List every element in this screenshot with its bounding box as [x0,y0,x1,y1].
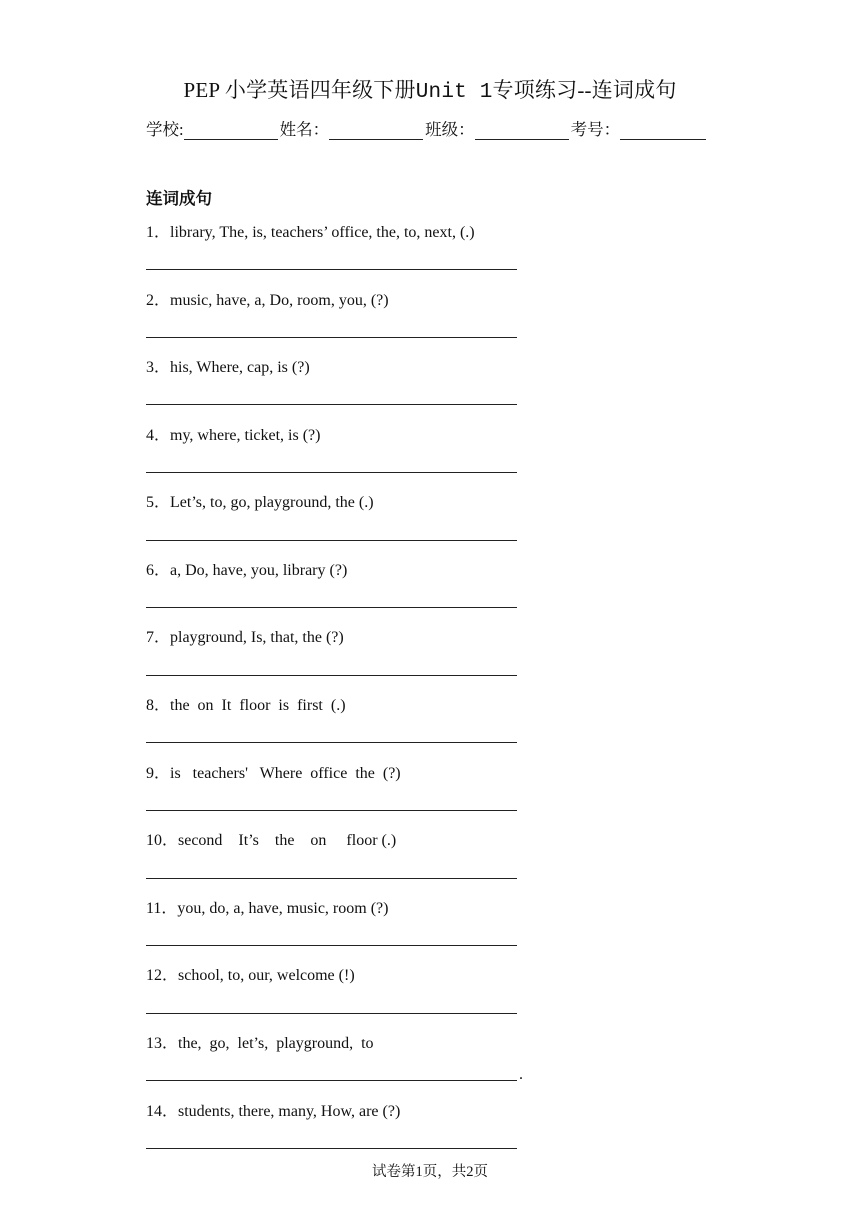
name-label: 姓名： [279,120,330,139]
question-3: 3．his, Where, cap, is (?) [146,359,310,376]
answer-line-4[interactable] [146,472,517,473]
answer-line-1[interactable] [146,269,517,270]
class-label: 班级： [425,120,475,139]
question-11: 11．you, do, a, have, music, room (?) [146,900,389,917]
title-suffix: 专项练习--连词成句 [492,78,677,102]
answer-line-7[interactable] [146,675,517,676]
school-label: 学校: [146,120,184,139]
answer-line-2[interactable] [146,337,517,338]
student-info-row [146,116,708,140]
answer-line-14[interactable] [146,1148,517,1149]
answer-line-13[interactable] [146,1080,517,1081]
question-5: 5．Let’s, to, go, playground, the (.) [146,494,374,511]
answer-line-8[interactable] [146,742,517,743]
question-10: 10．second It’s the on floor (.) [146,832,397,849]
question-2: 2．music, have, a, Do, room, you, (?) [146,292,389,309]
page-footer: 试卷第1页，共2页 [372,1164,488,1180]
question-12: 12．school, to, our, welcome (!) [146,967,355,984]
question-4: 4．my, where, ticket, is (?) [146,427,321,444]
answer-line-3[interactable] [146,404,517,405]
question-14: 14．students, there, many, How, are (?) [146,1103,401,1120]
answer-line-10[interactable] [146,878,517,879]
school-blank[interactable] [184,121,278,140]
question-6: 6．a, Do, have, you, library (?) [146,562,348,579]
exam-number-blank[interactable] [620,121,706,140]
answer-line-6[interactable] [146,607,517,608]
question-9: 9．is teachers' Where office the (?) [146,765,401,782]
answer-line-9[interactable] [146,810,517,811]
answer-line-11[interactable] [146,945,517,946]
question-1: 1．library, The, is, teachers’ office, the, to, next, (.) [146,224,475,241]
question-13: 13．the, go, let’s, playground, to [146,1035,374,1052]
title-unit: Unit 1 [415,81,493,104]
name-blank[interactable] [329,121,423,140]
answer-line-5[interactable] [146,540,517,541]
answer-line-12[interactable] [146,1013,517,1014]
class-blank[interactable] [475,121,569,140]
question-13-period: . [519,1066,523,1083]
title-prefix: PEP 小学英语四年级下册 [183,78,416,102]
section-title: 连词成句 [146,189,212,208]
question-8: 8．the on It floor is first (.) [146,697,346,714]
question-7: 7．playground, Is, that, the (?) [146,629,344,646]
exam-number-label: 考号： [570,120,621,139]
document-title [0,74,860,104]
